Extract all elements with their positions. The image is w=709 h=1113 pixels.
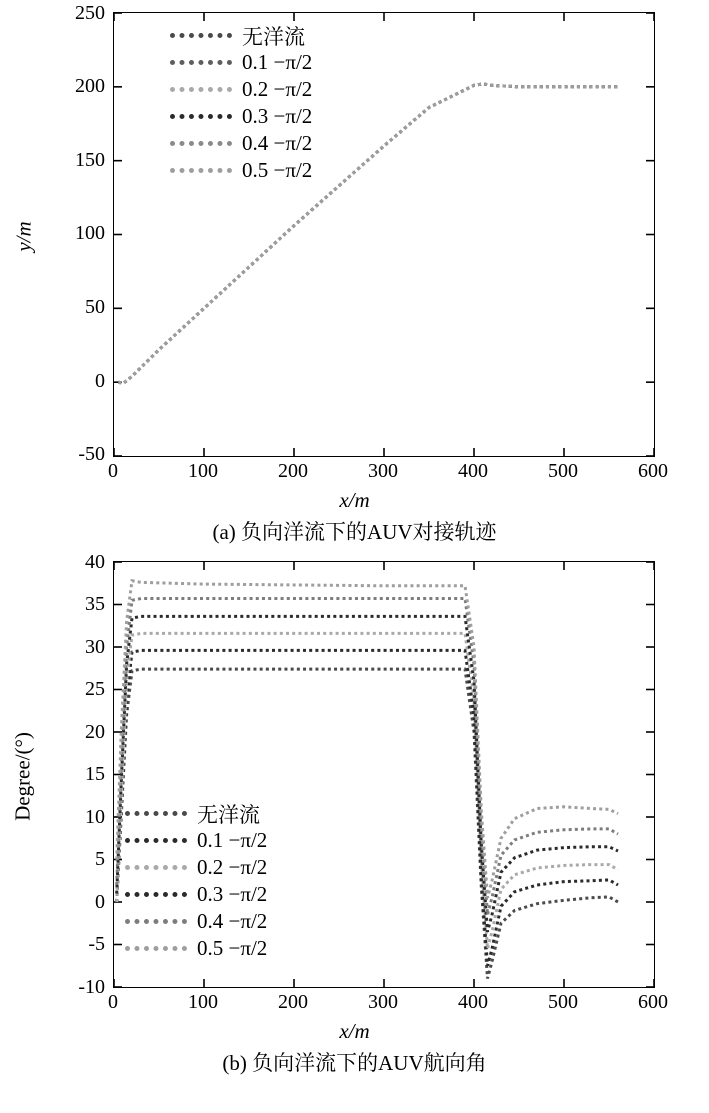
panel-b-ytick-8: 30	[85, 636, 105, 658]
panel-b-ytick-0: -10	[78, 976, 105, 998]
legend-label: 0.1 −π/2	[242, 50, 313, 74]
legend-label: 0.1 −π/2	[197, 828, 268, 852]
legend-label: 0.4 −π/2	[197, 909, 268, 933]
legend-label: 0.2 −π/2	[197, 855, 268, 879]
legend-item	[125, 935, 267, 962]
legend-swatch-icon	[125, 811, 187, 816]
panel-b-xaxis-label-text: x/m	[339, 1019, 370, 1043]
legend-label: 0.4 −π/2	[242, 131, 313, 155]
legend-swatch-icon	[170, 87, 232, 92]
legend-swatch-icon	[125, 919, 187, 924]
legend-swatch-icon	[170, 60, 232, 65]
panel-b-yaxis-label-text: Degree/(°)	[10, 732, 35, 821]
legend-item	[125, 827, 267, 854]
panel-b-xtick-0: 0	[108, 991, 118, 1013]
legend-label: 0.3 −π/2	[197, 882, 268, 906]
panel-a-xtick-1: 100	[188, 460, 218, 482]
panel-b-xtick-3: 300	[368, 991, 398, 1013]
legend-label: 无洋流	[197, 802, 260, 827]
panel-a-xtick-6: 600	[638, 460, 668, 482]
panel-a-ytick-6: 250	[75, 2, 105, 24]
panel-b-xaxis-label	[0, 1019, 709, 1044]
legend-item	[170, 130, 312, 157]
legend-item	[170, 157, 312, 184]
panel-a-ytick-3: 100	[75, 222, 105, 244]
legend-item	[125, 854, 267, 881]
legend-item	[170, 22, 312, 49]
panel-a-legend	[170, 22, 312, 184]
legend-item	[125, 908, 267, 935]
legend-label: 0.3 −π/2	[242, 104, 313, 128]
panel-b-ytick-6: 20	[85, 721, 105, 743]
legend-item	[170, 76, 312, 103]
panel-b-ytick-7: 25	[85, 678, 105, 700]
panel-b-legend	[125, 800, 267, 962]
legend-swatch-icon	[125, 892, 187, 897]
legend-item	[170, 103, 312, 130]
panel-b-ytick-9: 35	[85, 593, 105, 615]
panel-b-xtick-4: 400	[458, 991, 488, 1013]
legend-swatch-icon	[170, 141, 232, 146]
legend-swatch-icon	[170, 168, 232, 173]
panel-a-xtick-5: 500	[548, 460, 578, 482]
panel-a-caption: (a) 负向洋流下的AUV对接轨迹	[212, 520, 497, 544]
panel-a-xtick-0: 0	[108, 460, 118, 482]
panel-b-xtick-2: 200	[278, 991, 308, 1013]
panel-b-ytick-2: 0	[95, 891, 105, 913]
panel-a-xtick-3: 300	[368, 460, 398, 482]
legend-swatch-icon	[170, 114, 232, 119]
legend-swatch-icon	[125, 838, 187, 843]
panel-b-ytick-3: 5	[95, 848, 105, 870]
panel-b-ytick-10: 40	[85, 551, 105, 573]
panel-a-ytick-5: 200	[75, 75, 105, 97]
panel-a-yaxis-label-text: y/m	[11, 221, 36, 252]
panel-a-ytick-1: 0	[95, 370, 105, 392]
legend-swatch-icon	[170, 33, 232, 38]
legend-swatch-icon	[125, 865, 187, 870]
panel-a-xaxis-label-text: x/m	[339, 488, 370, 512]
legend-label: 0.5 −π/2	[197, 936, 268, 960]
panel-a-xtick-4: 400	[458, 460, 488, 482]
panel-b-yaxis-label	[11, 712, 36, 842]
panel-b-xtick-1: 100	[188, 991, 218, 1013]
panel-a-ytick-0: -50	[78, 443, 105, 465]
panel-a-ytick-2: 50	[85, 296, 105, 318]
legend-item	[125, 800, 267, 827]
panel-b-xtick-6: 600	[638, 991, 668, 1013]
panel-a-xaxis-label	[0, 488, 709, 513]
panel-b-ytick-1: -5	[88, 933, 105, 955]
legend-label: 0.5 −π/2	[242, 158, 313, 182]
panel-b-ytick-4: 10	[85, 806, 105, 828]
panel-b-ytick-5: 15	[85, 763, 105, 785]
panel-a-ytick-4: 150	[75, 149, 105, 171]
panel-a-yaxis-label	[12, 197, 37, 277]
panel-b-xtick-5: 500	[548, 991, 578, 1013]
legend-label: 0.2 −π/2	[242, 77, 313, 101]
panel-b-caption: (b) 负向洋流下的AUV航向角	[222, 1051, 487, 1075]
legend-swatch-icon	[125, 946, 187, 951]
panel-a-xtick-2: 200	[278, 460, 308, 482]
legend-item	[170, 49, 312, 76]
legend-item	[125, 881, 267, 908]
legend-label: 无洋流	[242, 24, 305, 49]
